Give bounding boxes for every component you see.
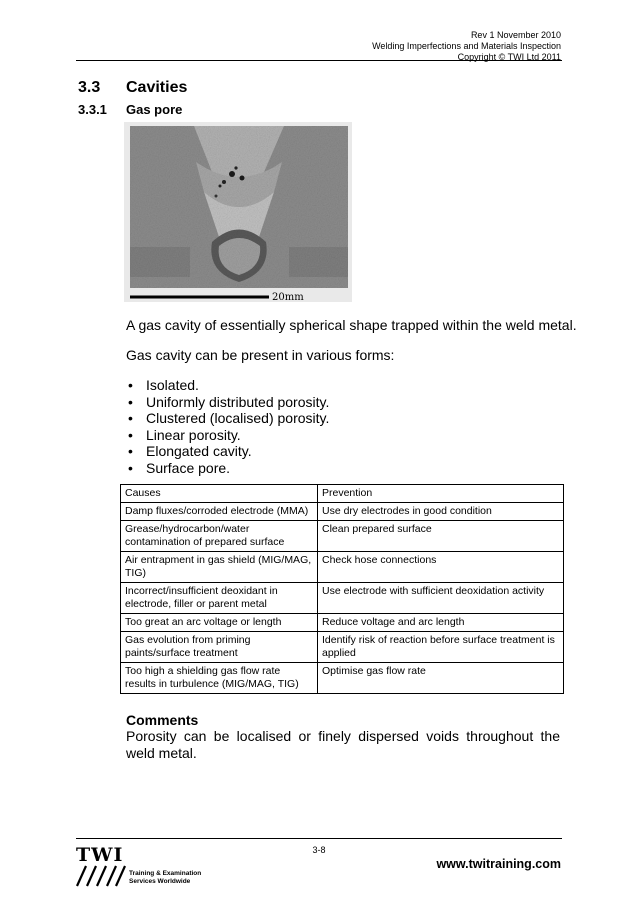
table-row: [121, 614, 564, 632]
gas-pore: [234, 166, 237, 169]
table-row: [121, 521, 564, 552]
prevention-cell: Use dry electrodes in good condition: [318, 503, 564, 521]
column-header-prevention: Prevention: [318, 485, 564, 503]
logo-tagline-line1: Training & Examination: [129, 870, 202, 877]
table-row: [121, 552, 564, 583]
cause-cell: Gas evolution from priming paints/surface treatment: [121, 632, 318, 663]
table-row: [121, 503, 564, 521]
cause-cell: Too great an arc voltage or length: [121, 614, 318, 632]
forms-list: [126, 377, 329, 477]
twi-logo-text: TWI: [76, 844, 124, 866]
subsection-heading: [0, 102, 638, 120]
prevention-cell: Identify risk of reaction before surface treatment is applied: [318, 632, 564, 663]
section-title: Cavities: [126, 79, 188, 96]
gas-pore: [215, 195, 218, 198]
footer-rule: [76, 838, 562, 839]
header-document-title: Welding Imperfections and Materials Inspection: [372, 41, 561, 51]
comments-heading: Comments: [126, 712, 199, 728]
prevention-cell: Optimise gas flow rate: [318, 663, 564, 694]
gas-pore: [240, 176, 245, 181]
weld-macro-photo: [124, 122, 352, 302]
table-header-row: [121, 485, 564, 503]
header-copyright: Copyright © TWI Ltd 2011: [457, 52, 561, 62]
prevention-cell: Check hose connections: [318, 552, 564, 583]
page-number: 3-8: [312, 845, 326, 855]
prevention-cell: Use electrode with sufficient deoxidation activity: [318, 583, 564, 614]
header-revision: Rev 1 November 2010: [470, 30, 561, 40]
prevention-cell: Reduce voltage and arc length: [318, 614, 564, 632]
forms-intro: Gas cavity can be present in various forms:: [126, 347, 395, 363]
logo-tagline-line2: Services Worldwide: [129, 878, 191, 885]
cause-cell: Incorrect/insufficient deoxidant in electrode, filler or parent metal: [121, 583, 318, 614]
gas-pore: [219, 185, 222, 188]
section-heading: [0, 79, 638, 101]
subsection-title: Gas pore: [126, 102, 183, 117]
table-row: [121, 632, 564, 663]
cause-cell: Air entrapment in gas shield (MIG/MAG, TIG): [121, 552, 318, 583]
table-row: [121, 663, 564, 694]
subsection-number: 3.3.1: [78, 102, 107, 117]
table-row: [121, 583, 564, 614]
gas-pore: [229, 171, 235, 177]
cause-cell: Grease/hydrocarbon/water contamination of prepared surface: [121, 521, 318, 552]
causes-prevention-table: [120, 484, 564, 694]
list-item: • Clustered (localised) porosity.: [126, 410, 329, 427]
section-number: 3.3: [78, 79, 101, 96]
cause-cell: Too high a shielding gas flow rate results in turbulence (MIG/MAG, TIG): [121, 663, 318, 694]
list-item: • Linear porosity.: [126, 427, 329, 444]
scale-label: 20mm: [272, 292, 304, 302]
list-item: • Elongated cavity.: [126, 443, 329, 460]
list-item: • Isolated.: [126, 377, 329, 394]
gas-pore: [222, 180, 226, 184]
footer-url: www.twitraining.com: [436, 857, 561, 871]
definition-text: A gas cavity of essentially spherical shape trapped within the weld metal.: [126, 317, 577, 333]
prevention-cell: Clean prepared surface: [318, 521, 564, 552]
list-item: • Uniformly distributed porosity.: [126, 394, 329, 411]
comments-text: Porosity can be localised or finely dispersed voids throughout the weld metal.: [126, 728, 560, 761]
twi-logo-stripes-icon: [76, 865, 126, 887]
column-header-causes: Causes: [121, 485, 318, 503]
cause-cell: Damp fluxes/corroded electrode (MMA): [121, 503, 318, 521]
header-rule: [76, 60, 562, 61]
list-item: • Surface pore.: [126, 460, 329, 477]
